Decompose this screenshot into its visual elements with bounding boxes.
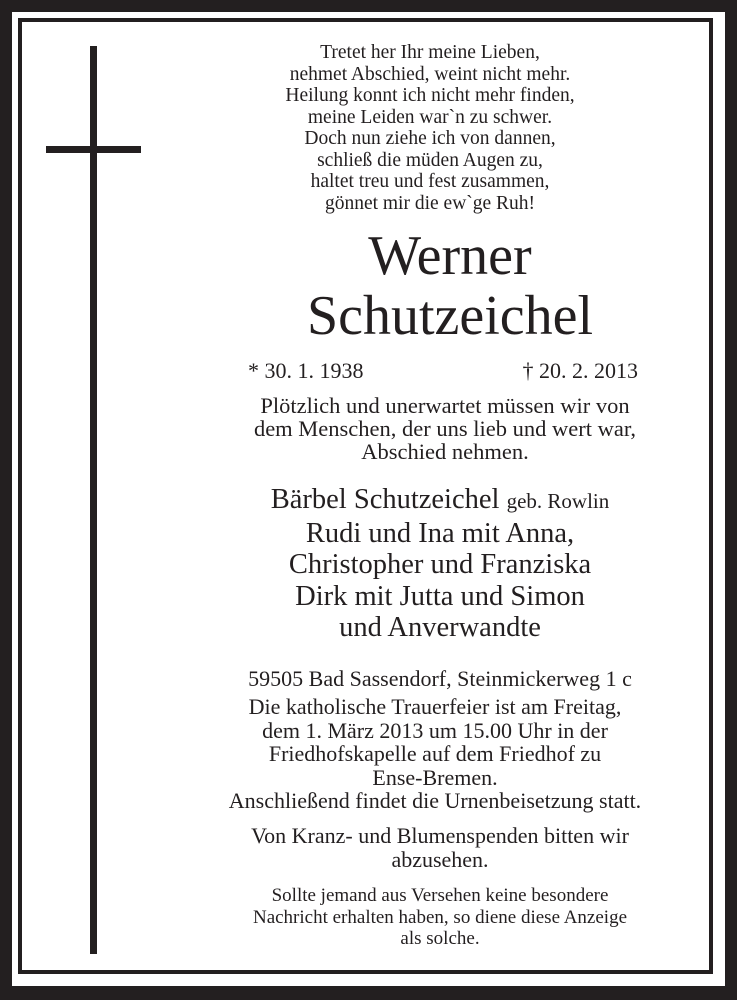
- ceremony-line: Friedhofskapelle auf dem Friedhof zu: [268, 741, 602, 766]
- spouse-name: Bärbel Schutzeichel: [270, 484, 500, 515]
- death-date: † 20. 2. 2013: [522, 358, 638, 383]
- flowers-line: Von Kranz- und Blumenspenden bitten wir: [251, 823, 629, 848]
- address-line: 59505 Bad Sassendorf, Steinmickerweg 1 c: [248, 666, 632, 691]
- family-line: Rudi und Ina mit Anna,: [305, 517, 575, 549]
- intro-line: dem Menschen, der uns lieb und wert war,: [253, 416, 637, 441]
- ceremony-line: Die katholische Trauerfeier ist am Freitag,: [248, 694, 622, 719]
- poem-line: Doch nun ziehe ich von dannen,: [304, 128, 556, 149]
- poem-line: gönnet mir die ew`ge Ruh!: [324, 192, 536, 214]
- first-name: Werner: [368, 225, 532, 287]
- flowers-note: [190, 824, 690, 871]
- address: [190, 666, 690, 692]
- poem-line: Heilung konnt ich nicht mehr finden,: [285, 85, 575, 106]
- cross-icon-horizontal: [46, 146, 141, 153]
- flowers-line: abzusehen.: [391, 846, 489, 872]
- notice-line: Nachricht erhalten haben, so diene diese Anzeige: [252, 906, 628, 928]
- spouse-line: [190, 484, 690, 518]
- family-line: und Anverwandte: [339, 612, 541, 643]
- last-name: Schutzeichel: [306, 285, 594, 347]
- poem-line: haltet treu und fest zusammen,: [310, 171, 550, 192]
- notice-line: Sollte jemand aus Versehen keine besondere: [271, 885, 609, 906]
- poem: [180, 42, 680, 214]
- intro-line: Plötzlich und unerwartet müssen wir von: [260, 393, 630, 418]
- poem-line: nehmet Abschied, weint nicht mehr.: [289, 63, 571, 85]
- poem-line: Tretet her Ihr meine Lieben,: [320, 42, 540, 63]
- intro-line: Abschied nehmen.: [361, 439, 529, 464]
- ceremony-line: Ense-Bremen.: [372, 764, 498, 790]
- poem-line: schließ die müden Augen zu,: [317, 149, 543, 171]
- notice-text: [190, 885, 690, 950]
- spouse-maiden-name: geb. Rowlin: [506, 489, 610, 513]
- intro-text: [195, 394, 695, 463]
- ceremony-line: dem 1. März 2013 um 15.00 Uhr in der: [262, 717, 608, 743]
- family-list: [190, 484, 690, 644]
- ceremony-line: Anschließend findet die Urnenbeisetzung statt.: [228, 788, 642, 813]
- cross-icon-vertical: [90, 46, 97, 954]
- life-dates: [248, 358, 638, 384]
- ceremony-info: [185, 695, 685, 813]
- family-line: Christopher und Franziska: [288, 549, 592, 580]
- family-line: Dirk mit Jutta und Simon: [295, 580, 585, 612]
- deceased-name: [200, 226, 700, 346]
- notice-line: als solche.: [400, 928, 480, 949]
- poem-line: meine Leiden war`n zu schwer.: [307, 106, 553, 128]
- birth-date: * 30. 1. 1938: [248, 358, 364, 383]
